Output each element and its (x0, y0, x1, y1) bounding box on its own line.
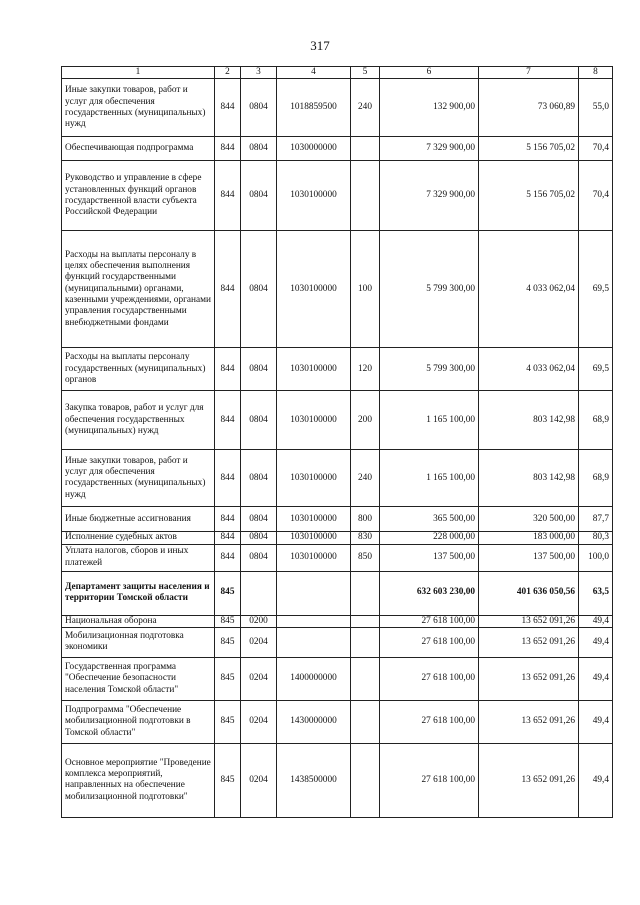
cell-expense-type (351, 137, 380, 161)
cell-plan: 228 000,00 (380, 532, 479, 544)
cell-executed: 5 156 705,02 (479, 137, 579, 161)
cell-expense-type: 850 (351, 544, 380, 571)
cell-section-code: 0804 (241, 137, 277, 161)
cell-executed: 320 500,00 (479, 507, 579, 532)
cell-ministry-code: 844 (215, 348, 241, 391)
cell-percent: 69,5 (579, 231, 613, 348)
row-name: Иные бюджетные ассигнования (62, 507, 215, 532)
row-name: Исполнение судебных актов (62, 532, 215, 544)
cell-ministry-code: 844 (215, 231, 241, 348)
cell-percent: 70,4 (579, 161, 613, 231)
cell-plan: 5 799 300,00 (380, 231, 479, 348)
cell-expense-type (351, 615, 380, 627)
table-row (62, 161, 613, 231)
cell-executed: 401 636 050,56 (479, 571, 579, 615)
cell-section-code: 0804 (241, 161, 277, 231)
cell-section-code: 0200 (241, 615, 277, 627)
cell-ministry-code: 844 (215, 450, 241, 507)
column-header: 3 (241, 67, 277, 79)
cell-section-code: 0204 (241, 700, 277, 743)
cell-plan: 132 900,00 (380, 79, 479, 137)
row-name: Национальная оборона (62, 615, 215, 627)
cell-section-code (241, 571, 277, 615)
cell-percent: 69,5 (579, 348, 613, 391)
budget-table (61, 66, 613, 818)
cell-section-code: 0804 (241, 507, 277, 532)
cell-executed: 13 652 091,26 (479, 615, 579, 627)
cell-ministry-code: 845 (215, 571, 241, 615)
cell-section-code: 0204 (241, 657, 277, 700)
table-row (62, 507, 613, 532)
row-name: Государственная программа "Обеспечение безопасности населения Томской области" (62, 657, 215, 700)
table-row (62, 544, 613, 571)
cell-target-code: 1030100000 (277, 450, 351, 507)
row-name: Уплата налогов, сборов и иных платежей (62, 544, 215, 571)
cell-expense-type (351, 571, 380, 615)
table-row (62, 657, 613, 700)
cell-percent: 49,4 (579, 615, 613, 627)
cell-section-code: 0204 (241, 743, 277, 817)
row-name: Подпрограмма "Обеспечение мобилизационной подготовки в Томской области" (62, 700, 215, 743)
cell-target-code: 1430000000 (277, 700, 351, 743)
cell-percent: 68,9 (579, 450, 613, 507)
table-row (62, 79, 613, 137)
cell-plan: 7 329 900,00 (380, 161, 479, 231)
cell-target-code: 1030100000 (277, 231, 351, 348)
column-header: 6 (380, 67, 479, 79)
cell-percent: 49,4 (579, 700, 613, 743)
cell-executed: 803 142,98 (479, 450, 579, 507)
cell-target-code: 1030100000 (277, 391, 351, 450)
table-row (62, 231, 613, 348)
cell-target-code: 1018859500 (277, 79, 351, 137)
cell-ministry-code: 844 (215, 507, 241, 532)
cell-executed: 183 000,00 (479, 532, 579, 544)
cell-expense-type: 240 (351, 79, 380, 137)
cell-ministry-code: 844 (215, 544, 241, 571)
cell-percent: 100,0 (579, 544, 613, 571)
cell-percent: 70,4 (579, 137, 613, 161)
row-name: Расходы на выплаты персоналу в целях обеспечения выполнения функций государственными (муниципальными) органами, казенными учреждениями, органами управления государственными внебюджетными фондами (62, 231, 215, 348)
cell-expense-type (351, 700, 380, 743)
cell-plan: 365 500,00 (380, 507, 479, 532)
cell-ministry-code: 845 (215, 657, 241, 700)
cell-expense-type (351, 627, 380, 657)
cell-executed: 73 060,89 (479, 79, 579, 137)
cell-percent: 68,9 (579, 391, 613, 450)
row-name: Руководство и управление в сфере установленных функций органов государственной власти субъекта Российской Федерации (62, 161, 215, 231)
cell-percent: 63,5 (579, 571, 613, 615)
cell-target-code: 1400000000 (277, 657, 351, 700)
cell-plan: 27 618 100,00 (380, 700, 479, 743)
cell-target-code: 1030000000 (277, 137, 351, 161)
cell-section-code: 0804 (241, 450, 277, 507)
cell-ministry-code: 844 (215, 79, 241, 137)
cell-target-code (277, 627, 351, 657)
cell-section-code: 0804 (241, 532, 277, 544)
cell-executed: 13 652 091,26 (479, 743, 579, 817)
column-header: 7 (479, 67, 579, 79)
cell-expense-type (351, 743, 380, 817)
cell-executed: 13 652 091,26 (479, 627, 579, 657)
column-header: 4 (277, 67, 351, 79)
cell-percent: 49,4 (579, 627, 613, 657)
table-row (62, 743, 613, 817)
cell-section-code: 0204 (241, 627, 277, 657)
cell-target-code (277, 615, 351, 627)
column-header: 8 (579, 67, 613, 79)
cell-target-code: 1030100000 (277, 161, 351, 231)
cell-executed: 4 033 062,04 (479, 348, 579, 391)
cell-expense-type (351, 657, 380, 700)
cell-section-code: 0804 (241, 391, 277, 450)
cell-target-code: 1030100000 (277, 544, 351, 571)
cell-plan: 1 165 100,00 (380, 391, 479, 450)
cell-plan: 632 603 230,00 (380, 571, 479, 615)
table-row (62, 137, 613, 161)
cell-plan: 1 165 100,00 (380, 450, 479, 507)
cell-target-code: 1030100000 (277, 507, 351, 532)
cell-plan: 27 618 100,00 (380, 743, 479, 817)
cell-section-code: 0804 (241, 348, 277, 391)
cell-executed: 5 156 705,02 (479, 161, 579, 231)
cell-plan: 27 618 100,00 (380, 615, 479, 627)
row-name: Департамент защиты населения и территории Томской области (62, 571, 215, 615)
cell-executed: 13 652 091,26 (479, 700, 579, 743)
cell-ministry-code: 845 (215, 743, 241, 817)
cell-plan: 5 799 300,00 (380, 348, 479, 391)
cell-percent: 49,4 (579, 743, 613, 817)
column-header: 2 (215, 67, 241, 79)
cell-section-code: 0804 (241, 79, 277, 137)
cell-ministry-code: 844 (215, 391, 241, 450)
cell-ministry-code: 845 (215, 700, 241, 743)
page-number: 317 (310, 38, 330, 53)
cell-ministry-code: 844 (215, 161, 241, 231)
cell-expense-type: 120 (351, 348, 380, 391)
cell-ministry-code: 845 (215, 615, 241, 627)
cell-plan: 137 500,00 (380, 544, 479, 571)
cell-expense-type: 800 (351, 507, 380, 532)
column-header: 1 (62, 67, 215, 79)
cell-expense-type: 240 (351, 450, 380, 507)
cell-target-code (277, 571, 351, 615)
cell-expense-type: 200 (351, 391, 380, 450)
cell-percent: 55,0 (579, 79, 613, 137)
cell-percent: 49,4 (579, 657, 613, 700)
row-name: Расходы на выплаты персоналу государственных (муниципальных) органов (62, 348, 215, 391)
cell-target-code: 1438500000 (277, 743, 351, 817)
cell-ministry-code: 845 (215, 627, 241, 657)
cell-percent: 80,3 (579, 532, 613, 544)
column-header: 5 (351, 67, 380, 79)
header-row (62, 67, 613, 79)
cell-executed: 4 033 062,04 (479, 231, 579, 348)
cell-section-code: 0804 (241, 231, 277, 348)
table-row (62, 391, 613, 450)
cell-expense-type (351, 161, 380, 231)
cell-plan: 27 618 100,00 (380, 627, 479, 657)
cell-section-code: 0804 (241, 544, 277, 571)
table-row (62, 700, 613, 743)
row-name: Иные закупки товаров, работ и услуг для обеспечения государственных (муниципальных) нужд (62, 79, 215, 137)
cell-target-code: 1030100000 (277, 532, 351, 544)
row-name: Обеспечивающая подпрограмма (62, 137, 215, 161)
cell-ministry-code: 844 (215, 532, 241, 544)
row-name: Иные закупки товаров, работ и услуг для обеспечения государственных (муниципальных) нужд (62, 450, 215, 507)
table-row (62, 348, 613, 391)
cell-executed: 137 500,00 (479, 544, 579, 571)
table-row (62, 615, 613, 627)
row-name: Основное мероприятие "Проведение комплекса мероприятий, направленных на обеспечение мобилизационной подготовки" (62, 743, 215, 817)
row-name: Мобилизационная подготовка экономики (62, 627, 215, 657)
table-row (62, 532, 613, 544)
cell-plan: 27 618 100,00 (380, 657, 479, 700)
table-row (62, 450, 613, 507)
cell-expense-type: 100 (351, 231, 380, 348)
cell-percent: 87,7 (579, 507, 613, 532)
table-row (62, 571, 613, 615)
cell-target-code: 1030100000 (277, 348, 351, 391)
cell-executed: 13 652 091,26 (479, 657, 579, 700)
cell-executed: 803 142,98 (479, 391, 579, 450)
row-name: Закупка товаров, работ и услуг для обеспечения государственных (муниципальных) нужд (62, 391, 215, 450)
cell-ministry-code: 844 (215, 137, 241, 161)
table-row (62, 627, 613, 657)
cell-plan: 7 329 900,00 (380, 137, 479, 161)
cell-expense-type: 830 (351, 532, 380, 544)
